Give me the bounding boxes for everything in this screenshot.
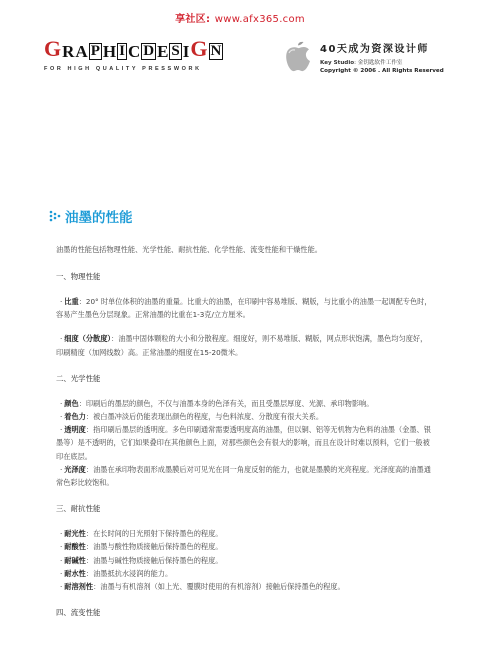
property-item: · 耐溶剂性：油墨与有机溶剂（如上光、覆膜时使用的有机溶剂）接触后保持墨色的程度。 <box>60 582 345 592</box>
property-item: · 颜色：印刷后的墨层的颜色，不仅与油墨本身的色泽有关，而且受墨层厚度、光源、承印物影响。 <box>60 398 374 408</box>
property-desc: 被白墨冲淡后仍能表现出颜色的程度，与色料浓度、分散度有很大关系。 <box>93 412 324 422</box>
logo-letter: I <box>119 43 125 59</box>
property-term: 比重 <box>64 297 79 306</box>
property-desc: 20° 时单位体积的油墨的重量。比重大的油墨，在印刷中容易堆版、糊版，与比重小的油墨一起调配专色时，容易产生墨色分层现象。正常油墨的比重在1-3克/立方厘米。 <box>56 297 432 320</box>
logo-letter: G <box>44 36 62 61</box>
apple-logo-icon <box>283 40 313 74</box>
logo-wordmark <box>44 38 224 60</box>
brand-logo <box>44 34 254 72</box>
property-desc: 油墨抵抗水浸润的能力。 <box>93 568 173 578</box>
property-item: · 光泽度：油墨在承印物表面形成墨膜后对可见光在同一角度反射的能力，也就是墨膜的光亮程度。光泽度高的油墨通常色彩比较饱和。 <box>56 464 431 488</box>
watermark-site: 享社区: <box>175 14 211 25</box>
page-title: 油墨的性能 <box>65 210 133 226</box>
property-item: · 耐碱性：油墨与碱性物质接触后保持墨色的程度。 <box>60 555 223 565</box>
property-term: 耐碱性 <box>64 555 86 565</box>
page-title-row <box>49 206 133 226</box>
property-desc: 油墨中固体颗粒的大小和分散程度。细度好，则不易堆版、糊版，网点形状饱满，墨色均匀度好，印刷精度（加网线数）高。正常油墨的细度在15-20微米。 <box>56 334 428 357</box>
title-dots-icon <box>49 210 61 222</box>
property-term: 颜色 <box>64 398 79 408</box>
property-desc: 油墨在承印物表面形成墨膜后对可见光在同一角度反射的能力，也就是墨膜的光亮程度。光泽度高的油墨通常色彩比较饱和。 <box>56 464 431 488</box>
logo-letter: A <box>75 42 88 61</box>
article-body <box>56 243 432 620</box>
property-term: 光泽度 <box>64 464 86 474</box>
logo-tagline: FOR HIGH QUALITY PRESSWORK <box>44 66 202 72</box>
property-item: · 着色力：被白墨冲淡后仍能表现出颜色的程度，与色料浓度、分散度有很大关系。 <box>60 412 324 422</box>
property-item: · 耐酸性：油墨与酸性物质接触后保持墨色的程度。 <box>60 542 223 552</box>
property-item: · 耐水性：油墨抵抗水浸润的能力。 <box>60 568 173 578</box>
property-desc: 指印刷后墨层的透明度。多色印刷通常需要透明度高的油墨，但以铜、铝等无机物为色料的油墨（金墨、银墨等）是不透明的，它们如果叠印在其他颜色上面，对那些颜色会有很大的影响，而且在设计时难以预料，它们一般被印在底层。 <box>56 425 431 461</box>
logo-letter: I <box>182 42 190 61</box>
logo-letter: H <box>102 42 117 61</box>
logo-letter: P <box>90 43 100 59</box>
property-term: 着色力 <box>64 412 86 422</box>
studio-line: Key Studio: 金钥匙软件工作室 <box>320 60 403 66</box>
copyright: Copyright © 2006 . All Rights Reserved <box>320 68 444 74</box>
property-desc: 油墨与酸性物质接触后保持墨色的程度。 <box>93 542 223 552</box>
property-term: 耐酸性 <box>64 542 86 552</box>
property-term: 耐溶剂性 <box>64 582 94 592</box>
section-heading: 一、物理性能 <box>56 272 101 281</box>
logo-letter: S <box>171 43 180 59</box>
logo-letter: R <box>62 42 75 61</box>
property-item: · 细度（分散度）：油墨中固体颗粒的大小和分散程度。细度好，则不易堆版、糊版，网点形状饱满，墨色均匀度好，印刷精度（加网线数）高。正常油墨的细度在15-20微米。 <box>56 334 428 357</box>
logo-letter: N <box>210 43 222 59</box>
section-heading: 四、流变性能 <box>56 608 101 618</box>
property-desc: 油墨与碱性物质接触后保持墨色的程度。 <box>93 555 223 565</box>
property-term: 耐水性 <box>64 568 86 578</box>
logo-letter: C <box>127 42 141 61</box>
logo-letter: D <box>143 43 155 59</box>
section-heading: 二、光学性能 <box>56 373 101 383</box>
property-term: 透明度 <box>64 425 86 435</box>
property-term: 耐光性 <box>64 529 86 539</box>
property-desc: 在长时间的日光照射下保持墨色的程度。 <box>93 529 223 539</box>
header-right <box>320 40 460 74</box>
property-desc: 印刷后的墨层的颜色，不仅与油墨本身的色泽有关，而且受墨层厚度、光源、承印物影响。 <box>85 398 374 408</box>
property-desc: 油墨与有机溶剂（如上光、覆膜时使用的有机溶剂）接触后保持墨色的程度。 <box>100 582 345 592</box>
property-item: · 耐光性：在长时间的日光照射下保持墨色的程度。 <box>60 529 223 539</box>
studio-name: 金钥匙软件工作室 <box>357 60 403 66</box>
property-item: · 比重：20° 时单位体积的油墨的重量。比重大的油墨，在印刷中容易堆版、糊版，与比重小的油墨一起调配专色时，容易产生墨色分层现象。正常油墨的比重在1-3克/立方厘米。 <box>56 297 432 320</box>
section-heading: 三、耐抗性能 <box>56 504 101 514</box>
property-term: 细度（分散度） <box>64 334 112 344</box>
course-title: 40天成为资深设计师 <box>320 44 429 55</box>
property-item: · 透明度：指印刷后墨层的透明度。多色印刷通常需要透明度高的油墨，但以铜、铝等无机物为色料的油墨（金墨、银墨等）是不透明的，它们如果叠印在其他颜色上面，对那些颜色会有很大的影响，而且在设计时难以预料，它们一般被印在底层。 <box>56 425 431 461</box>
intro-paragraph: 油墨的性能包括物理性能、光学性能、耐抗性能、化学性能、流变性能和干燥性能。 <box>56 245 322 254</box>
logo-letter: E <box>157 42 169 61</box>
logo-letter: G <box>190 36 208 61</box>
watermark <box>0 10 480 25</box>
watermark-url: www.afx365.com <box>214 14 305 25</box>
studio-label: Key Studio <box>320 60 355 66</box>
